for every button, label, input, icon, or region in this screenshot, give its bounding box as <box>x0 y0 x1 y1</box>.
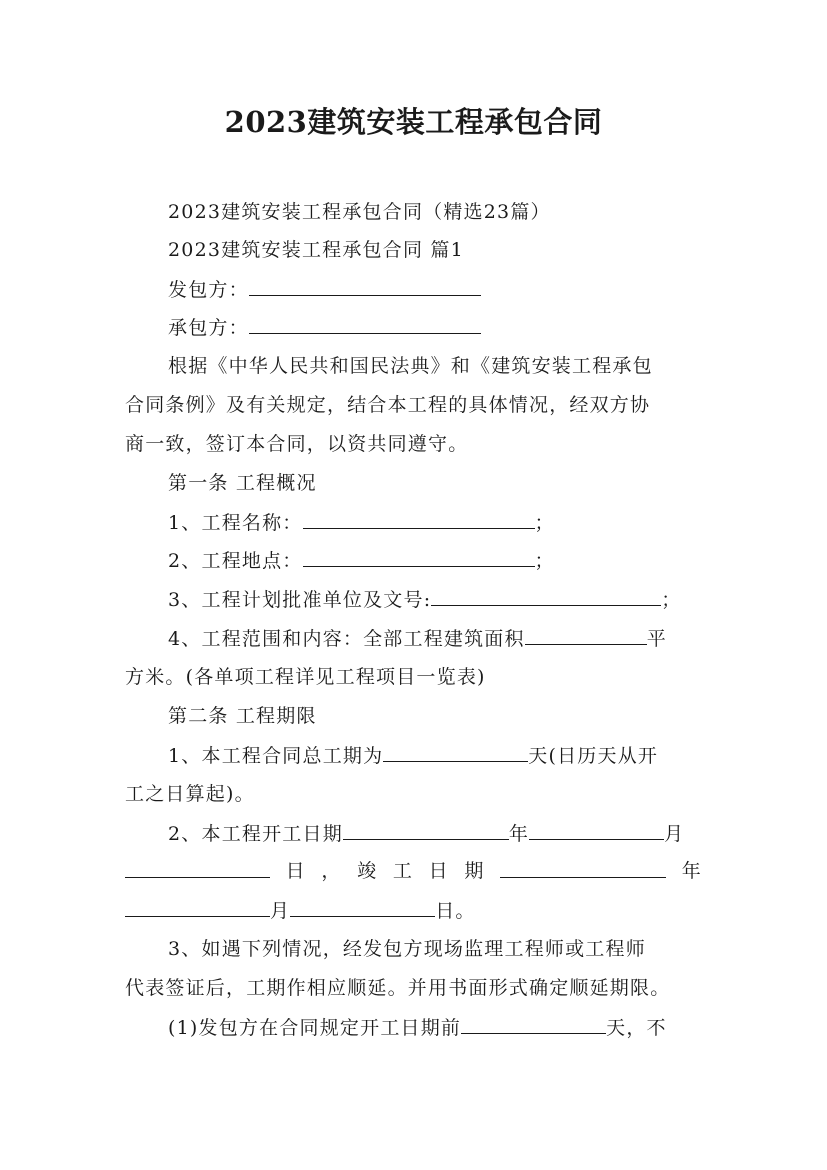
start-year-blank[interactable] <box>343 820 509 840</box>
item-end: ； <box>661 589 682 611</box>
project-name-blank[interactable] <box>303 509 535 529</box>
char: 竣 <box>357 860 378 882</box>
item-label: 1、工程名称： <box>168 512 303 534</box>
item-end: ； <box>534 550 555 572</box>
article-2-heading: 第二条 工程期限 <box>168 705 317 727</box>
end-year-blank[interactable] <box>500 858 666 878</box>
article-2-item-1-cont: 工之日算起)。 <box>125 783 255 805</box>
notice-days-blank[interactable] <box>461 1014 606 1034</box>
item-label: 3、工程计划批准单位及文号: <box>168 589 432 611</box>
party-b-line <box>168 314 702 341</box>
item-end: 天，不 <box>606 1017 667 1039</box>
article-2-sub-1 <box>168 1014 702 1041</box>
article-2-item-1 <box>168 742 702 769</box>
article-1-item-4-cont: 方米。(各单项工程详见工程项目一览表) <box>125 666 486 688</box>
item-label: (1)发包方在合同规定开工日期前 <box>168 1017 462 1039</box>
preamble-line-1: 根据《中华人民共和国民法典》和《建筑安装工程承包 <box>168 355 653 377</box>
char: 日 <box>285 860 306 882</box>
article-2-item-2-line-2 <box>125 858 702 884</box>
item-end: 平 <box>646 628 667 650</box>
party-b-label: 承包方： <box>168 317 249 339</box>
project-location-blank[interactable] <box>303 547 535 567</box>
article-1-heading: 第一条 工程概况 <box>168 472 317 494</box>
year-label-2: 年 <box>681 860 702 882</box>
year-label: 年 <box>508 823 530 845</box>
start-day-blank[interactable] <box>125 858 270 878</box>
article-1-item-4 <box>168 625 702 652</box>
article-2-item-3-line-1: 3、如遇下列情况，经发包方现场监理工程师或工程师 <box>168 938 646 960</box>
item-label: 4、工程范围和内容：全部工程建筑面积 <box>168 628 525 650</box>
end-day-blank[interactable] <box>290 897 435 917</box>
article-2-item-2-line-3 <box>125 897 702 924</box>
preamble-line-3: 商一致，签订本合同，以资共同遵守。 <box>125 433 469 455</box>
article-2-item-2 <box>168 820 702 847</box>
article-1-item-3 <box>168 586 702 613</box>
char: 期 <box>464 860 485 882</box>
month-label-2: 月 <box>270 900 291 922</box>
char: 工 <box>392 860 414 882</box>
item-label: 1、本工程合同总工期为 <box>168 745 384 767</box>
char: 日 <box>428 860 449 882</box>
day-label-2: 日。 <box>435 900 476 922</box>
month-label: 月 <box>664 823 685 845</box>
article-2-item-3-line-2: 代表签证后，工期作相应顺延。并用书面形式确定顺延期限。 <box>125 977 671 999</box>
article-1-item-2 <box>168 547 702 574</box>
item-end: 天(日历天从开 <box>528 745 659 767</box>
document-subtitle: 2023建筑安装工程承包合同（精选23篇） <box>168 201 551 223</box>
article-1-item-1 <box>168 509 702 536</box>
item-label: 2、本工程开工日期 <box>168 823 343 845</box>
party-a-label: 发包方： <box>168 279 249 301</box>
preamble-line-2: 合同条例》及有关规定，结合本工程的具体情况，经双方协 <box>125 394 651 416</box>
document-title: 2023建筑安装工程承包合同 <box>224 105 603 139</box>
party-a-blank[interactable] <box>249 276 481 296</box>
end-month-blank[interactable] <box>125 897 270 917</box>
party-b-blank[interactable] <box>249 314 481 334</box>
start-month-blank[interactable] <box>529 820 664 840</box>
char: ， <box>321 860 342 882</box>
approval-number-blank[interactable] <box>431 586 661 606</box>
party-a-line <box>168 276 702 303</box>
building-area-blank[interactable] <box>525 625 647 645</box>
item-end: ； <box>534 512 555 534</box>
section-heading: 2023建筑安装工程承包合同 篇1 <box>168 239 464 261</box>
item-label: 2、工程地点： <box>168 550 303 572</box>
total-duration-blank[interactable] <box>383 742 528 762</box>
